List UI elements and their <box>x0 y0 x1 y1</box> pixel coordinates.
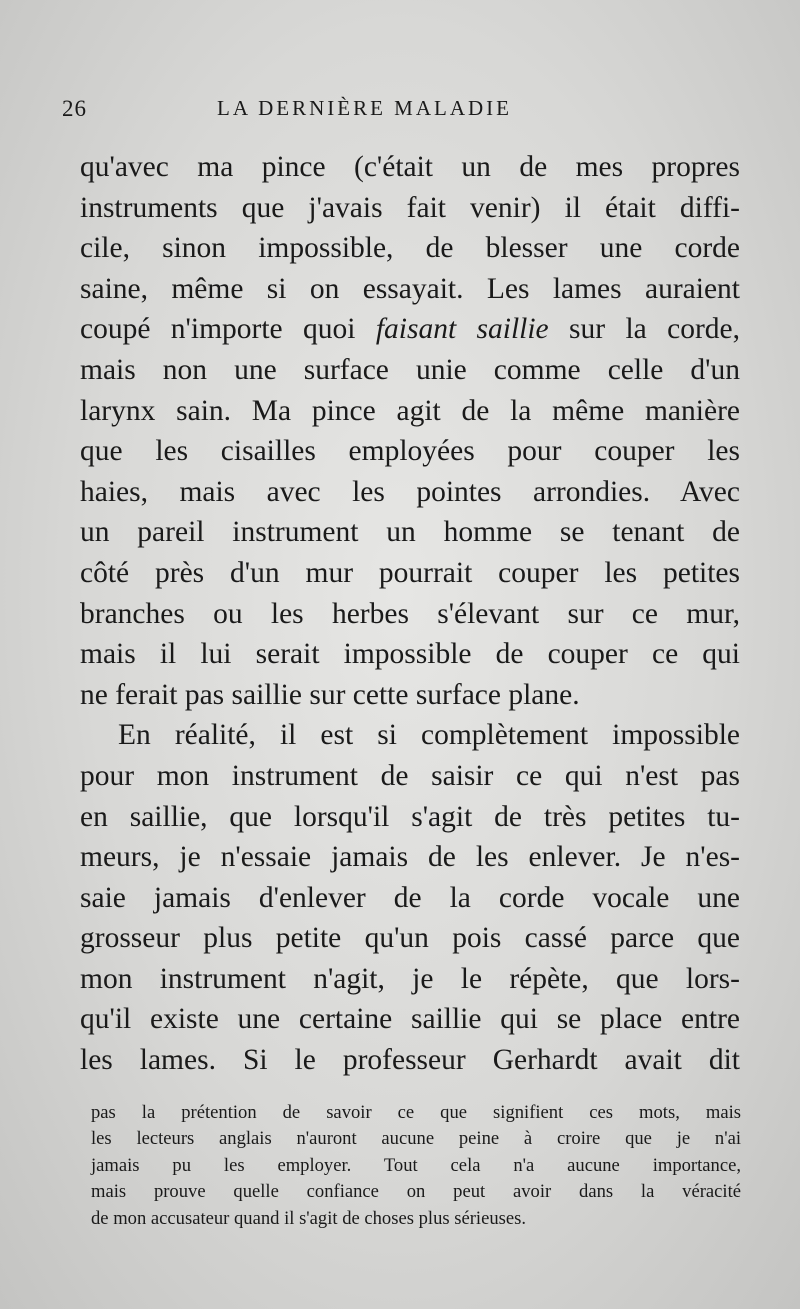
text-line: les lames. Si le professeur Gerhardt avait dit <box>80 1044 740 1077</box>
footnote-line: les lecteurs anglais n'auront aucune peine à croire que je n'ai <box>91 1128 741 1150</box>
text-line: En réalité, il est si complètement impossible <box>118 719 740 752</box>
text-line: cile, sinon impossible, de blesser une corde <box>80 232 740 265</box>
text-line: qu'il existe une certaine saillie qui se place entre <box>80 1003 740 1036</box>
text-line: mais il lui serait impossible de couper ce qui <box>80 638 740 671</box>
paragraph-1 <box>80 147 740 715</box>
text-line: saine, même si on essayait. Les lames auraient <box>80 272 740 305</box>
text-line: grosseur plus petite qu'un pois cassé parce que <box>80 922 740 955</box>
text-line: qu'avec ma pince (c'était un de mes propres <box>80 151 740 183</box>
paragraph-2 <box>80 715 740 1080</box>
text-segment: sur la corde, <box>569 313 740 346</box>
text-line: larynx sain. Ma pince agit de la même manière <box>80 394 740 427</box>
text-line: saie jamais d'enlever de la corde vocale une <box>80 881 740 914</box>
main-text <box>80 147 740 1081</box>
text-line: branches ou les herbes s'élevant sur ce mur, <box>80 597 740 630</box>
text-line: haies, mais avec les pointes arrondies. Avec <box>80 475 740 508</box>
text-line: pour mon instrument de saisir ce qui n'est pas <box>80 759 740 792</box>
italic-phrase: faisant saillie <box>375 313 549 346</box>
running-title: LA DERNIÈRE MALADIE <box>217 96 512 120</box>
page-number: 26 <box>62 96 87 121</box>
text-line: que les cisailles employées pour couper les <box>80 435 740 468</box>
text-line: mon instrument n'agit, je le répète, que lors- <box>80 962 740 995</box>
text-line: côté près d'un mur pourrait couper les petites <box>80 556 740 589</box>
text-line: mais non une surface unie comme celle d'un <box>80 353 740 386</box>
text-line: en saillie, que lorsqu'il s'agit de très petites tu- <box>80 800 740 833</box>
footnote-line: jamais pu les employer. Tout cela n'a aucune importance, <box>91 1154 741 1176</box>
text-segment: coupé n'importe quoi <box>80 313 356 346</box>
text-line: ne ferait pas saillie sur cette surface plane. <box>80 678 580 711</box>
footnote <box>91 1100 741 1232</box>
footnote-line: mais prouve quelle confiance on peut avoir dans la véracité <box>91 1181 741 1203</box>
footnote-line: pas la prétention de savoir ce que signifient ces mots, mais <box>91 1102 741 1123</box>
text-line: un pareil instrument un homme se tenant de <box>80 516 740 549</box>
text-line: instruments que j'avais fait venir) il était diffi- <box>80 191 740 224</box>
text-line: meurs, je n'essaie jamais de les enlever. Je n'es- <box>80 841 740 874</box>
page-header <box>62 96 742 128</box>
footnote-line: de mon accusateur quand il s'agit de choses plus sérieuses. <box>91 1207 527 1229</box>
text-line-with-italic <box>80 309 740 350</box>
